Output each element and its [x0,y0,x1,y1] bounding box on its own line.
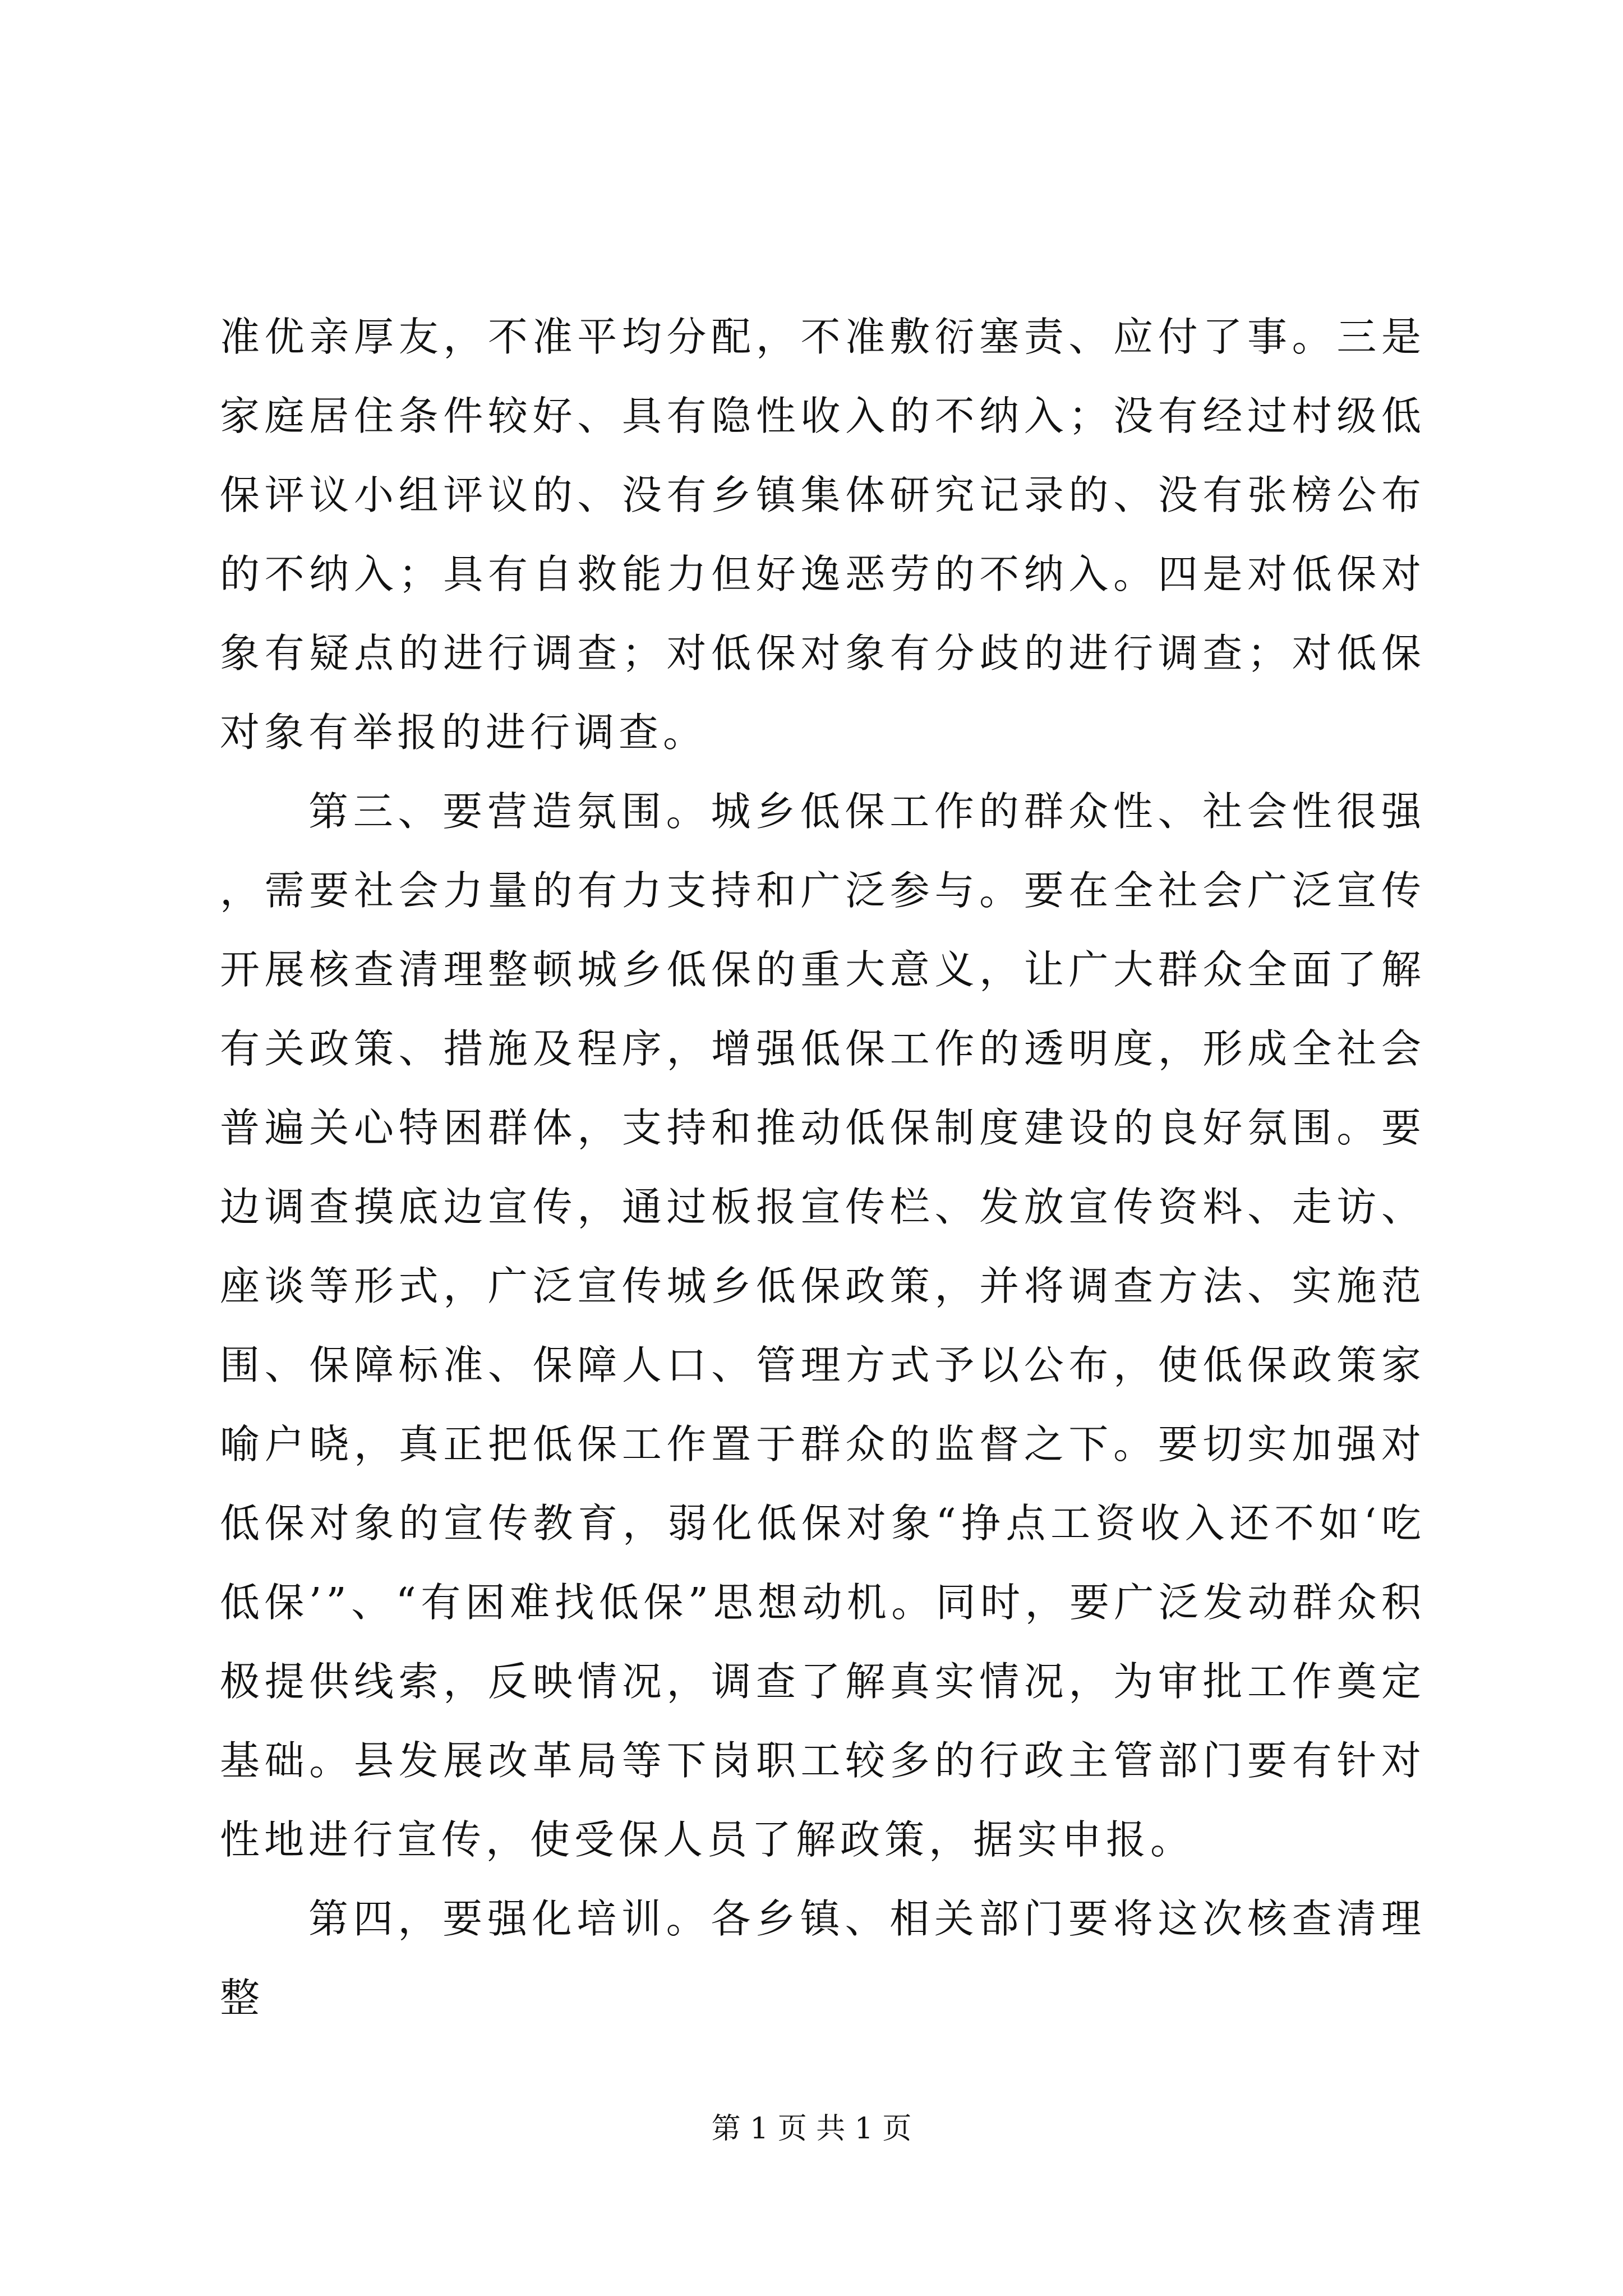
paragraph-section-three: 第三、要营造氛围。城乡低保工作的群众性、社会性很强，需要社会力量的有力支持和广泛参与。要在全社会广泛宣传开展核查清理整顿城乡低保的重大意义，让广大群众全面了解有关政策、措施及程序，增强低保工作的透明度，形成全社会普遍关心特困群体，支持和推动低保制度建设的良好氛围。要边调查摸底边宣传，通过板报宣传栏、发放宣传资料、走访、座谈等形式，广泛宣传城乡低保政策，并将调查方法、实施范围、保障标准、保障人口、管理方式予以公布，使低保政策家喻户晓，真正把低保工作置于群众的监督之下。要切实加强对低保对象的宣传教育，弱化低保对象“挣点工资收入还不如‘吃低保’”、“有困难找低保”思想动机。同时，要广泛发动群众积极提供线索，反映情况，调查了解真实情况，为审批工作奠定基础。县发展改革局等下岗职工较多的行政主管部门要有针对性地进行宣传，使受保人员了解政策，据实申报。 [220,788,1426,1863]
document-body [220,297,1426,2037]
page-footer: 第 1 页 共 1 页 [711,2112,912,2146]
paragraph-section-four: 第四，要强化培训。各乡镇、相关部门要将这次核查清理整 [220,1895,1426,2021]
paragraph-continuation: 准优亲厚友，不准平均分配，不准敷衍塞责、应付了事。三是家庭居住条件较好、具有隐性收入的不纳入；没有经过村级低保评议小组评议的、没有乡镇集体研究记录的、没有张榜公布的不纳入；具有自救能力但好逸恶劳的不纳入。四是对低保对象有疑点的进行调查；对低保对象有分歧的进行调查；对低保对象有举报的进行调查。 [220,314,1426,756]
